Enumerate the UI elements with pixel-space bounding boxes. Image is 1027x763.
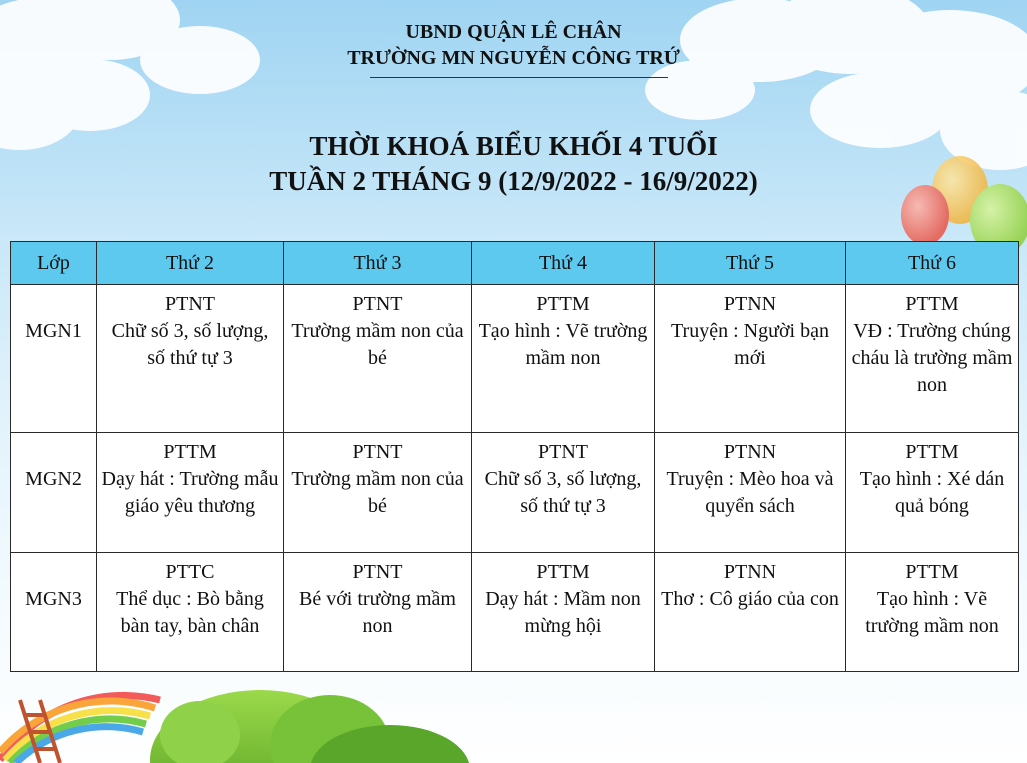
lesson-cell bbox=[97, 433, 284, 553]
col-header-tuesday: Thứ 3 bbox=[284, 242, 472, 285]
lesson-subject: PTTM bbox=[905, 293, 959, 315]
col-header-thursday: Thứ 5 bbox=[655, 242, 846, 285]
lesson-subject: PTTC bbox=[165, 561, 215, 583]
lesson-topic: Dạy hát : Mầm non mừng hội bbox=[485, 588, 641, 637]
header-divider bbox=[370, 77, 668, 78]
lesson-topic: Bé với trường mầm non bbox=[299, 588, 456, 637]
lesson-topic: Truyện : Mèo hoa và quyển sách bbox=[666, 468, 834, 517]
organization-name: UBND QUẬN LÊ CHÂN bbox=[405, 21, 622, 43]
lesson-topic: VĐ : Trường chúng cháu là trường mầm non bbox=[851, 320, 1013, 396]
col-header-monday: Thứ 2 bbox=[97, 242, 284, 285]
col-header-friday: Thứ 6 bbox=[846, 242, 1019, 285]
school-name: TRƯỜNG MN NGUYỄN CÔNG TRỨ bbox=[347, 47, 680, 69]
lesson-cell bbox=[284, 285, 472, 433]
lesson-subject: PTNN bbox=[723, 441, 777, 463]
col-header-wednesday: Thứ 4 bbox=[472, 242, 655, 285]
lesson-subject: PTTM bbox=[905, 441, 959, 463]
col-header-class: Lớp bbox=[11, 242, 97, 285]
lesson-subject: PTTM bbox=[905, 561, 959, 583]
lesson-subject: PTTM bbox=[536, 293, 590, 315]
lesson-cell bbox=[472, 433, 655, 553]
lesson-subject: PTTM bbox=[163, 441, 217, 463]
lesson-cell bbox=[97, 285, 284, 433]
class-name: MGN2 bbox=[11, 433, 97, 553]
lesson-topic: Thơ : Cô giáo của con bbox=[661, 588, 839, 610]
lesson-subject: PTNT bbox=[352, 293, 403, 315]
schedule-week: TUẦN 2 THÁNG 9 (12/9/2022 - 16/9/2022) bbox=[269, 166, 758, 196]
timetable bbox=[10, 241, 1019, 672]
lesson-topic: Trường mầm non của bé bbox=[291, 468, 464, 517]
class-name: MGN3 bbox=[11, 553, 97, 672]
lesson-cell bbox=[472, 553, 655, 672]
lesson-topic: Tạo hình : Vẽ trường mầm non bbox=[478, 320, 648, 369]
lesson-subject: PTNT bbox=[352, 441, 403, 463]
schedule-title: THỜI KHOÁ BIỂU KHỐI 4 TUỔI bbox=[309, 131, 718, 161]
lesson-cell bbox=[284, 553, 472, 672]
timetable-header-row bbox=[11, 242, 1019, 285]
lesson-subject: PTTM bbox=[536, 561, 590, 583]
lesson-subject: PTNT bbox=[538, 441, 588, 463]
lesson-subject: PTNT bbox=[352, 561, 403, 583]
lesson-topic: Dạy hát : Trường mẫu giáo yêu thương bbox=[101, 468, 279, 517]
lesson-topic: Trường mầm non của bé bbox=[291, 320, 464, 369]
lesson-subject: PTNN bbox=[723, 561, 777, 583]
lesson-cell bbox=[846, 433, 1019, 553]
lesson-cell bbox=[655, 285, 846, 433]
hills bbox=[150, 690, 470, 763]
lesson-topic: Thể dục : Bò bằng bàn tay, bàn chân bbox=[116, 588, 264, 637]
lesson-topic: Chữ số 3, số lượng, số thứ tự 3 bbox=[111, 320, 269, 369]
table-row bbox=[11, 433, 1019, 553]
class-name: MGN1 bbox=[11, 285, 97, 433]
lesson-topic: Truyện : Người bạn mới bbox=[671, 320, 829, 369]
lesson-subject: PTNN bbox=[723, 293, 777, 315]
table-row bbox=[11, 285, 1019, 433]
table-row bbox=[11, 553, 1019, 672]
lesson-topic: Tạo hình : Vẽ trường mầm non bbox=[865, 588, 999, 637]
lesson-topic: Chữ số 3, số lượng, số thứ tự 3 bbox=[484, 468, 642, 517]
lesson-cell bbox=[846, 553, 1019, 672]
lesson-cell bbox=[846, 285, 1019, 433]
rainbow bbox=[0, 695, 160, 763]
lesson-subject: PTNT bbox=[165, 293, 215, 315]
lesson-cell bbox=[655, 553, 846, 672]
lesson-cell bbox=[284, 433, 472, 553]
lesson-cell bbox=[97, 553, 284, 672]
lesson-topic: Tạo hình : Xé dán quả bóng bbox=[859, 468, 1005, 517]
lesson-cell bbox=[655, 433, 846, 553]
lesson-cell bbox=[472, 285, 655, 433]
